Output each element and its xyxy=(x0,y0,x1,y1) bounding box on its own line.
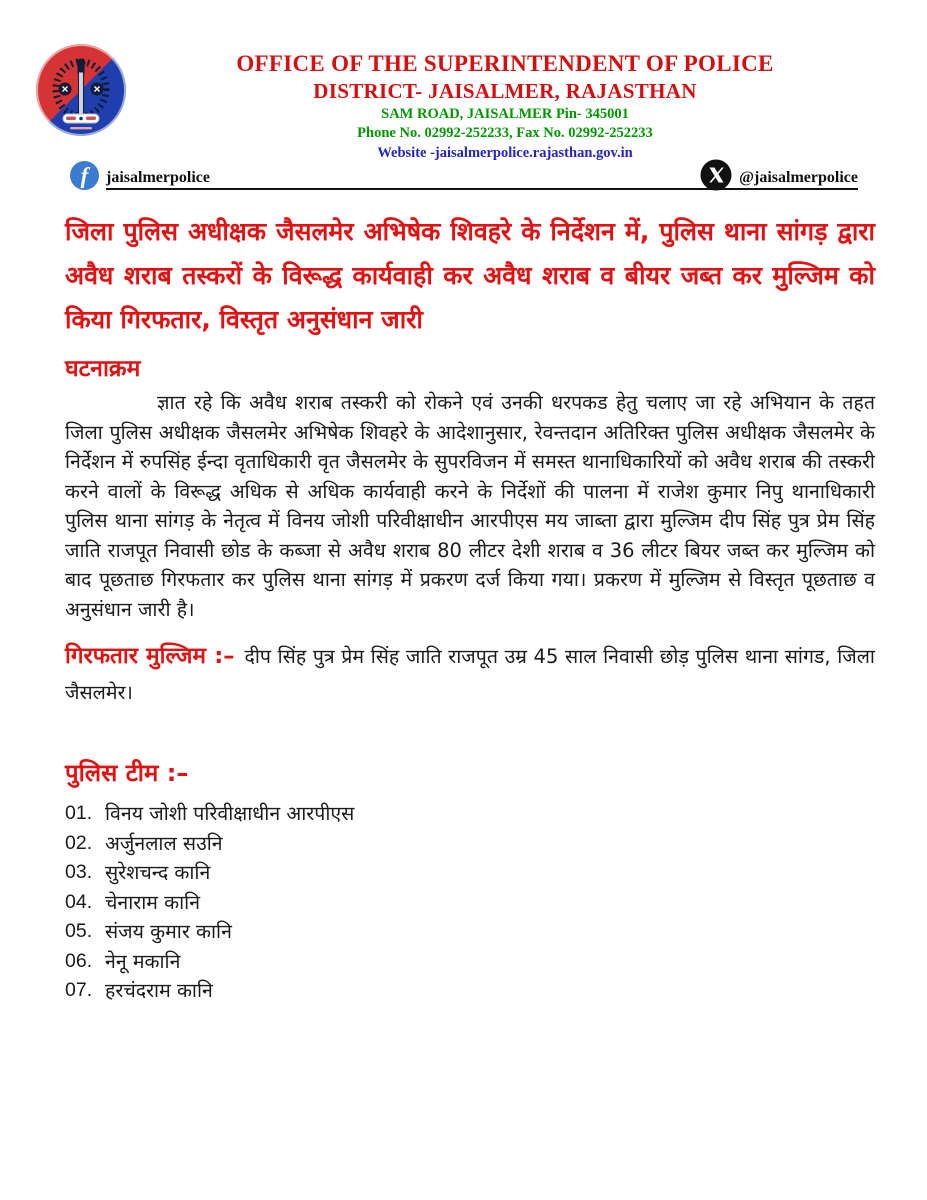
phone-fax-line: Phone No. 02992-252233, Fax No. 02992-252233 xyxy=(357,125,653,141)
district-title: DISTRICT- JAISALMER, RAJASTHAN xyxy=(313,79,697,103)
social-media-row xyxy=(70,158,858,188)
x-twitter-icon xyxy=(700,159,732,191)
team-member-row xyxy=(65,799,875,829)
press-note-body xyxy=(65,205,875,1006)
team-member-row xyxy=(65,858,875,888)
team-member-number: 06. xyxy=(65,949,93,972)
office-title: OFFICE OF THE SUPERINTENDENT OF POLICE xyxy=(236,51,774,76)
facebook-icon: f xyxy=(70,161,99,190)
team-member-row xyxy=(65,917,875,947)
team-member-name: संजय कुमार कानि xyxy=(105,920,232,943)
logo-emblem-icon xyxy=(36,44,126,136)
events-paragraph: ज्ञात रहे कि अवैध शराब तस्करी को रोकने एवं उनकी धरपकड हेतु चलाए जा रहे अभियान के तहत जिला पुलिस अधीक्षक जैसलमेर अभिषेक शिवहरे के आदेशानुसार, रेवन्तदान अतिरिक्त पुलिस अधीक्षक जैसलमेर के निर्देशन में रुपसिंह ईन्दा वृताधिकारी वृत जैसलमेर के सुपरविजन में समस्त थानाधिकारियों को अवैध शराब की तस्करी करने वालों के विरूद्ध अधिक से अधिक कार्यवाही करने के निर्देशों की पालना में राजेश कुमार निपु थानाधिकारी पुलिस थाना सांगड़ के नेतृत्व में विनय जोशी परिवीक्षाधीन आरपीएस मय जाब्ता द्वारा मुल्जिम दीप सिंह पुत्र प्रेम सिंह जाति राजपूत निवासी छोड के कब्जा से अवैध शराब 80 लीटर देशी शराब व 36 लीटर बियर जब्त कर मुल्जिम को बाद पूछताछ गिरफतार कर पुलिस थाना सांगड़ में प्रकरण दर्ज किया गया। प्रकरण में मुल्जिम से विस्तृत पूछताछ व अनुसंधान जारी है। xyxy=(65,391,875,621)
team-member-number: 02. xyxy=(65,831,93,854)
address-line: SAM ROAD, JAISALMER Pin- 345001 xyxy=(381,106,629,122)
team-member-number: 01. xyxy=(65,802,93,824)
arrested-accused-label: गिरफतार मुल्जिम :– xyxy=(65,643,235,669)
headline-line-3: किया गिरफतार, विस्तृत अनुसंधान जारी xyxy=(65,305,423,334)
team-member-number: 05. xyxy=(65,920,93,942)
team-member-name: सुरेशचन्द कानि xyxy=(105,861,211,884)
team-member-name: चेनाराम कानि xyxy=(105,890,201,914)
team-member-row xyxy=(65,829,875,859)
team-member-name: अर्जुनलाल सउनि xyxy=(105,831,223,855)
team-member-number: 04. xyxy=(65,890,93,913)
headline-line-2: अवैध शराब तस्करों के विरूद्ध कार्यवाही कर अवैध शराब व बीयर जब्त कर मुल्जिम को xyxy=(65,261,875,290)
team-member-number: 07. xyxy=(65,979,93,1001)
arrested-accused-section xyxy=(65,638,875,711)
events-heading: घटनाक्रम xyxy=(65,356,141,382)
team-member-row xyxy=(65,888,875,918)
police-team-list xyxy=(65,799,875,1006)
twitter-handle-group xyxy=(700,159,858,188)
letterhead xyxy=(0,0,927,200)
team-member-row xyxy=(65,976,875,1006)
facebook-handle: jaisalmerpolice xyxy=(106,169,210,186)
team-member-name: नेनू मकानि xyxy=(105,949,181,973)
letterhead-text-block xyxy=(140,50,870,163)
team-member-row xyxy=(65,947,875,977)
rajasthan-police-logo xyxy=(36,44,126,136)
website-line: Website -jaisalmerpolice.rajasthan.gov.in xyxy=(377,145,633,161)
headline-line-1: जिला पुलिस अधीक्षक जैसलमेर अभिषेक शिवहरे के निर्देशन में, पुलिस थाना सांगड़ द्वारा xyxy=(65,217,875,246)
twitter-handle: @jaisalmerpolice xyxy=(739,169,858,186)
arrested-accused-details: दीप सिंह पुत्र प्रेम सिंह जाति राजपूत उम्र 45 साल निवासी छोड़ पुलिस थाना सांगड, जिला जैसलमेर। xyxy=(65,645,875,704)
police-team-heading: पुलिस टीम :– xyxy=(65,759,189,787)
team-member-number: 03. xyxy=(65,861,93,883)
team-member-name: हरचंदराम कानि xyxy=(105,979,213,1002)
headline xyxy=(65,210,875,342)
team-member-name: विनय जोशी परिवीक्षाधीन आरपीएस xyxy=(105,802,355,825)
social-underline-row xyxy=(106,158,858,190)
